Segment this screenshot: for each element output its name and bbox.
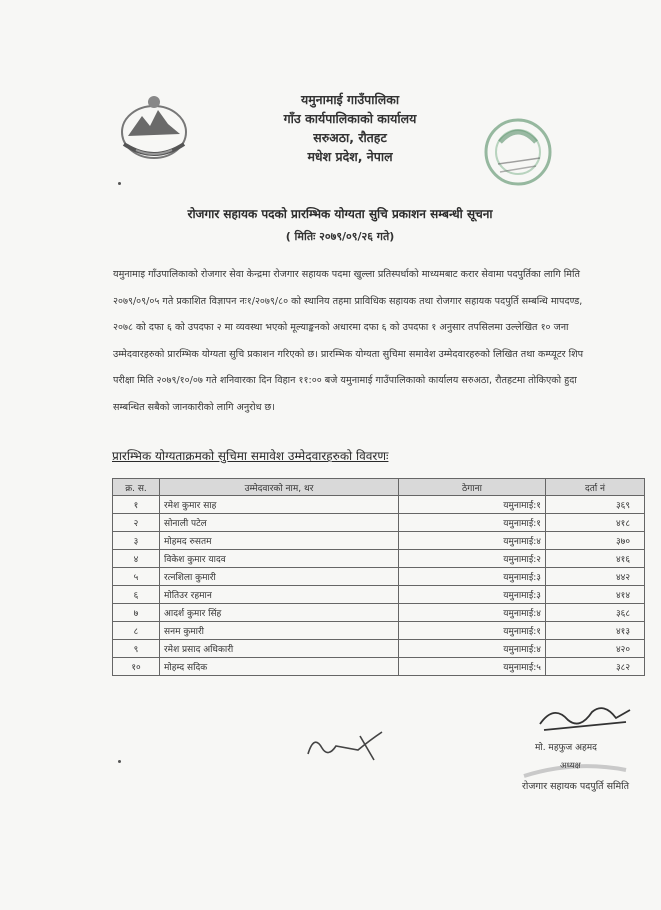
table-row (113, 514, 645, 532)
paragraph-line: उम्मेदवारहरुको प्रारम्भिक योग्यता सुचि प्रकाशन गरिएको छ। प्रारम्भिक योग्यता सुचिमा समावेश उम्मेदवारहरुको लिखित तथा कम्प्यूटर शिप (113, 348, 584, 360)
paragraph-line: सम्बन्धित सबैको जानकारीको लागि अनुरोध छ। (113, 401, 275, 413)
cell-address: यमुनामाई:१ (399, 496, 546, 514)
table-row (113, 532, 645, 550)
cell-sn: ८ (113, 622, 160, 640)
office-location: सरुअठा, रौतहट (313, 130, 387, 145)
cell-sn: २ (113, 514, 160, 532)
candidate-table (112, 478, 645, 676)
cell-address: यमुनामाई:१ (399, 514, 546, 532)
cell-name: विकेश कुमार यादव (160, 550, 399, 568)
column-header-reg: दर्ता नं (546, 479, 645, 496)
cell-reg: ४१४ (546, 586, 645, 604)
office-name: गाँउ कार्यपालिकाको कार्यालय (283, 111, 417, 126)
notice-subject: रोजगार सहायक पदको प्रारम्भिक योग्यता सुचि प्रकाशन सम्बन्धी सूचना (187, 207, 493, 221)
cell-address: यमुनामाई:४ (399, 640, 546, 658)
paragraph-line: यमुनामाइ गाँउपालिकाको रोजगार सेवा केन्द्रमा रोजगार सहायक पदमा खुल्ला प्रतिस्पर्धाको माध्यमबाट करार सेवामा पदपुर्तिका लागि मिति (113, 269, 580, 280)
column-header-sn: क्र. स. (113, 479, 160, 496)
column-header-name: उम्मेदवारको नाम, थर (160, 479, 399, 496)
cell-address: यमुनामाई:२ (399, 550, 546, 568)
cell-name: रमेश प्रसाद अधिकारी (160, 640, 399, 658)
cell-sn: ९ (113, 640, 160, 658)
cell-sn: ५ (113, 568, 160, 586)
signatory-name: मो. महफुज अहमद (535, 743, 597, 753)
cell-name: आदर्श कुमार सिंह (160, 604, 399, 622)
cell-name: सोनाली पटेल (160, 514, 399, 532)
table-row (113, 604, 645, 622)
notice-date: ( मितिः २०७९/०९/२६ गते) (285, 230, 395, 243)
cell-address: यमुनामाई:४ (399, 604, 546, 622)
table-row (113, 640, 645, 658)
column-header-address: ठेगाना (399, 479, 546, 496)
office-header (220, 90, 480, 166)
table-heading: प्रारम्भिक योग्यताक्रमको सुचिमा समावेश उम्मेदवारहरुको विवरणः (112, 449, 389, 463)
cell-reg: ४४२ (546, 568, 645, 586)
municipality-name: यमुनामाई गाउँपालिका (300, 92, 400, 107)
cell-name: मोतिउर रहमान (160, 586, 399, 604)
table-row (113, 496, 645, 514)
signatory-title: अध्यक्ष (560, 761, 581, 771)
office-stamp-icon (470, 112, 566, 192)
cell-sn: ७ (113, 604, 160, 622)
cell-sn: १० (113, 658, 160, 676)
paragraph-line: २०७९/०९/०५ गते प्रकाशित विज्ञापन नः१/२०७९/८० को स्थानिय तहमा प्राविधिक सहायक तथा रोजगार सहायक पदपुर्ति सम्बन्धि मापदण्ड, (113, 295, 583, 307)
table-row (113, 658, 645, 676)
cell-reg: ४१६ (546, 550, 645, 568)
cell-name: रत्नशिला कुमारी (160, 568, 399, 586)
paragraph-line: २०७८ को दफा ६ को उपदफा २ मा व्यवस्था भएको मूल्याङ्कनको अधारमा दफा ६ को उपदफा १ अनुसार तपसिलमा उल्लेखित १० जना (113, 322, 569, 333)
cell-sn: ३ (113, 532, 160, 550)
table-header-row (113, 479, 645, 496)
cell-reg: ३७० (546, 532, 645, 550)
committee-name: रोजगार सहायक पदपुर्ति समिति (522, 781, 630, 792)
table-row (113, 622, 645, 640)
table-row (113, 568, 645, 586)
nepal-emblem-icon (116, 92, 192, 162)
cell-name: मोहम्द सदिक (160, 658, 399, 676)
cell-address: यमुनामाई:१ (399, 622, 546, 640)
cell-name: रमेश कुमार साह (160, 496, 399, 514)
cell-address: यमुनामाई:३ (399, 568, 546, 586)
handwritten-signature-icon (300, 720, 390, 765)
cell-reg: ४२० (546, 640, 645, 658)
table-row (113, 586, 645, 604)
notice-paragraph (113, 262, 651, 421)
cell-address: यमुनामाई:४ (399, 532, 546, 550)
cell-reg: ३६८ (546, 604, 645, 622)
cell-reg: ३६९ (546, 496, 645, 514)
cell-reg: ३८२ (546, 658, 645, 676)
paragraph-line: परीक्षा मिति २०७९/१०/०७ गते शनिवारका दिन विहान ११:०० बजे यमुनामाई गाउँपालिकाको कार्यालय सरुअठा, रौतहटमा तोकिएको हुदा (113, 375, 577, 386)
cell-sn: ६ (113, 586, 160, 604)
province-name: मधेश प्रदेश, नेपाल (307, 149, 393, 164)
speck (118, 182, 121, 185)
cell-address: यमुनामाई:३ (399, 586, 546, 604)
cell-reg: ४१८ (546, 514, 645, 532)
cell-reg: ४१३ (546, 622, 645, 640)
handwritten-signature-icon (534, 700, 634, 734)
cell-name: सनम कुमारी (160, 622, 399, 640)
cell-sn: ४ (113, 550, 160, 568)
cell-sn: १ (113, 496, 160, 514)
cell-name: मोहमद रुसतम (160, 532, 399, 550)
cell-address: यमुनामाई:५ (399, 658, 546, 676)
speck (118, 760, 121, 763)
table-row (113, 550, 645, 568)
